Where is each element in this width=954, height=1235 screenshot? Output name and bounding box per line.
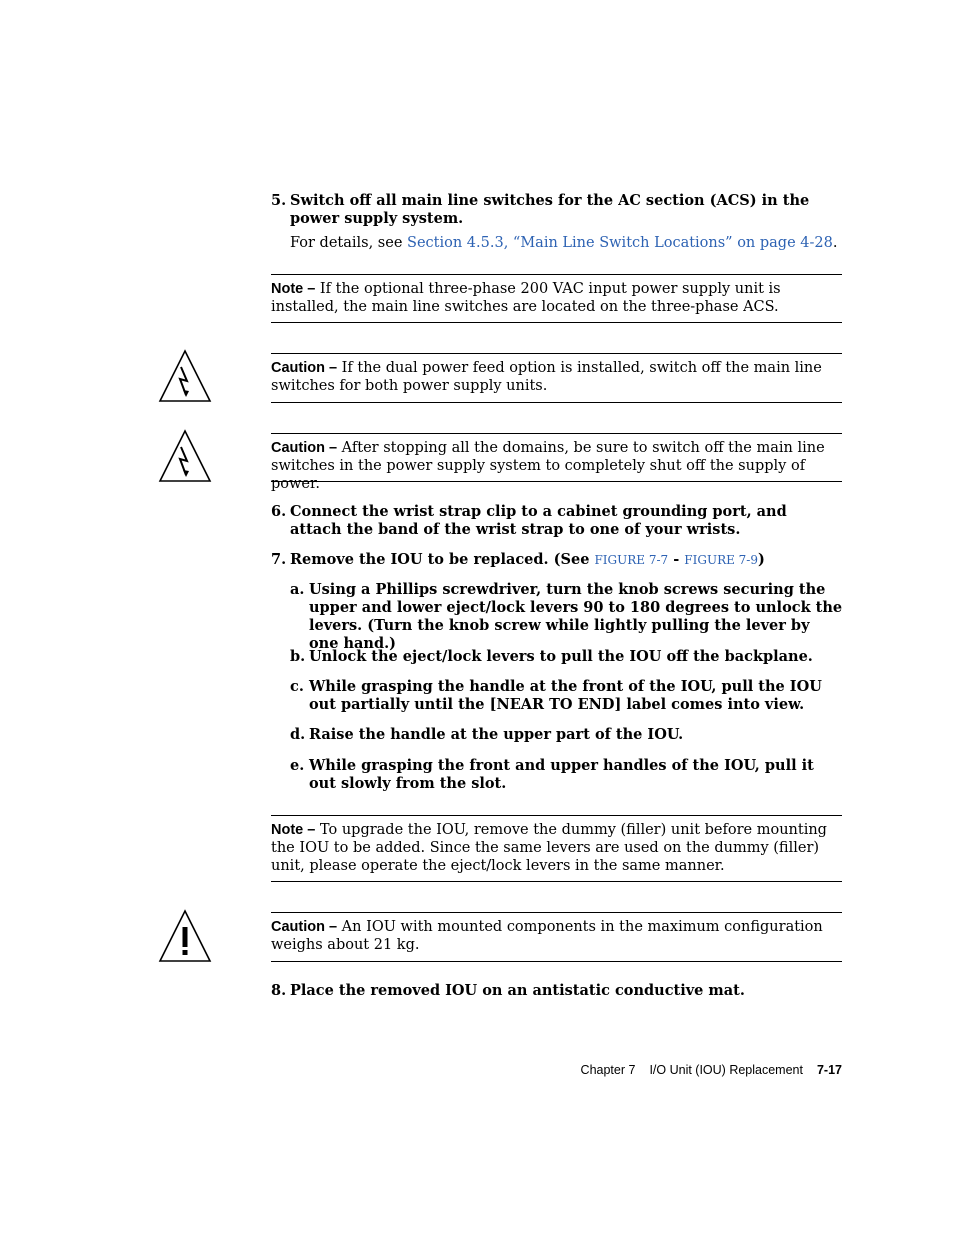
substep-letter: a. <box>290 581 305 598</box>
note-text: To upgrade the IOU, remove the dummy (filler) unit before mounting the IOU to be added. Since the same levers are used on the dummy (filler) unit, please operate the eject/lock levers in the same manner. <box>271 822 827 874</box>
step-number: 6. <box>271 503 287 520</box>
substep-b <box>290 648 843 666</box>
caution-text: After stopping all the domains, be sure to switch off the main line switches in the power supply system to completely shut off the supply of power. <box>271 440 825 492</box>
caution-box-3 <box>271 912 842 962</box>
caution-text: If the dual power feed option is installed, switch off the main line switches for both power supply units. <box>271 360 822 394</box>
step-text: Place the removed IOU on an antistatic conductive mat. <box>290 982 745 999</box>
substep-letter: d. <box>290 726 306 743</box>
note-label: Note – <box>271 822 316 838</box>
caution-box-1 <box>271 353 842 403</box>
step-text-prefix: Remove the IOU to be replaced. (See <box>290 551 595 568</box>
substep-letter: c. <box>290 678 304 695</box>
caution-label: Caution – <box>271 440 338 456</box>
substep-e <box>290 757 843 793</box>
caution-text: An IOU with mounted components in the maximum configuration weighs about 21 kg. <box>271 919 823 953</box>
electrical-hazard-icon <box>158 429 212 483</box>
step-8 <box>271 982 843 1000</box>
page-footer <box>581 1063 842 1077</box>
note-label: Note – <box>271 281 316 297</box>
step-number: 8. <box>271 982 287 999</box>
step-7 <box>271 551 843 569</box>
figure-link[interactable]: FIGURE 7-7 <box>594 553 669 567</box>
substep-text: Using a Phillips screwdriver, turn the knob screws securing the upper and lower eject/lock levers 90 to 180 degrees to unlock the levers. (Turn the knob screw while lightly pulling the lever by one hand.) <box>309 581 843 652</box>
link-separator: - <box>668 551 685 568</box>
substep-letter: b. <box>290 648 306 665</box>
note-box-2 <box>271 815 842 882</box>
warning-exclamation-icon <box>158 909 212 963</box>
footer-page-number: 7-17 <box>816 1063 842 1077</box>
substep-c <box>290 678 843 714</box>
section-link[interactable]: Section 4.5.3, “Main Line Switch Locations” on page 4-28 <box>407 235 833 251</box>
substep-text: Unlock the eject/lock levers to pull the IOU off the backplane. <box>309 648 813 665</box>
caution-label: Caution – <box>271 360 338 376</box>
detail-suffix: . <box>832 235 838 251</box>
step-number: 7. <box>271 551 287 568</box>
step-5 <box>271 192 843 228</box>
substep-text: While grasping the front and upper handles of the IOU, pull it out slowly from the slot. <box>309 757 814 792</box>
caution-label: Caution – <box>271 919 338 935</box>
step-text-suffix: ) <box>758 551 765 568</box>
detail-prefix: For details, see <box>290 235 408 251</box>
step-text <box>290 551 843 569</box>
footer-title: I/O Unit (IOU) Replacement <box>649 1063 803 1077</box>
note-text: If the optional three-phase 200 VAC input power supply unit is installed, the main line switches are located on the three-phase ACS. <box>271 281 781 315</box>
substep-d <box>290 726 843 744</box>
step-5-detail <box>290 234 843 252</box>
footer-chapter: Chapter 7 <box>580 1063 636 1077</box>
note-box-1 <box>271 274 842 323</box>
step-number: 5. <box>271 192 287 209</box>
electrical-hazard-icon <box>158 349 212 403</box>
substep-a <box>290 581 843 653</box>
caution-box-2 <box>271 433 842 492</box>
figure-link[interactable]: FIGURE 7-9 <box>684 553 758 567</box>
substep-text: Raise the handle at the upper part of the IOU. <box>309 726 684 743</box>
step-text: Connect the wrist strap clip to a cabinet grounding port, and attach the band of the wrist strap to one of your wrists. <box>290 503 787 538</box>
substep-letter: e. <box>290 757 305 774</box>
step-text: Switch off all main line switches for the AC section (ACS) in the power supply system. <box>290 192 810 227</box>
step-6 <box>271 503 843 539</box>
substep-text: While grasping the handle at the front of the IOU, pull the IOU out partially until the [NEAR TO END] label comes into view. <box>309 678 822 713</box>
